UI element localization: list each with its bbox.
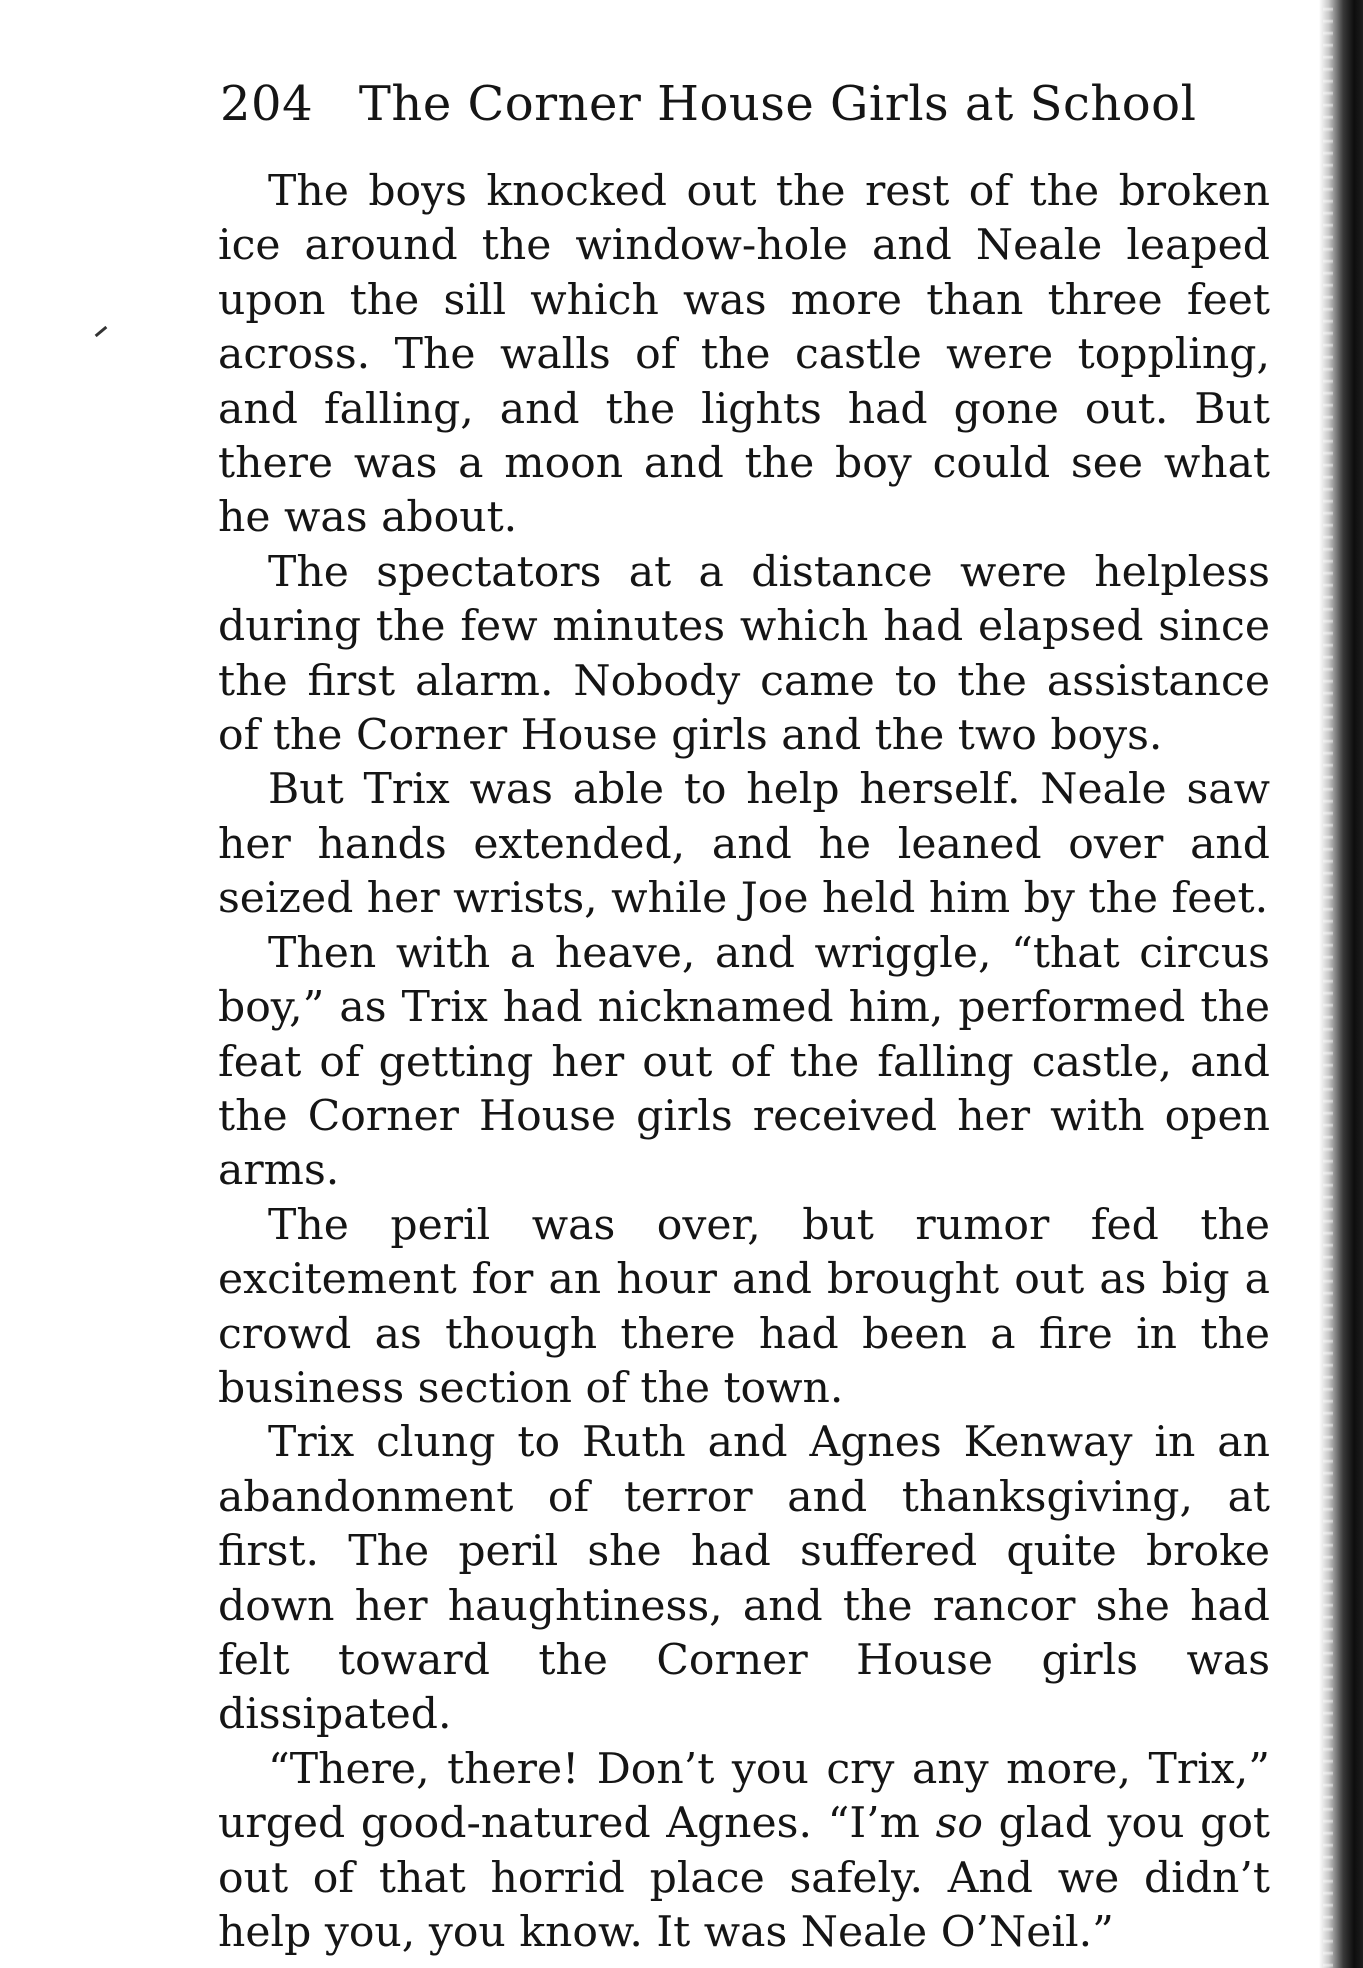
paragraph-7 [218,1743,1270,1961]
paragraph-7-emphasis: so [935,1799,983,1849]
paragraph-3: But Trix was able to help herself. Neale saw her hands extended, and he leaned over and seized her wrists, while Joe held him by the feet. [218,765,1270,924]
running-head [220,72,1280,136]
paragraph-7-text-end: glad you got out of that horrid place safely. And we didn’t help you, you know. It was Neale O’Neil.” [218,1799,1270,1957]
body-text [218,165,1270,1960]
page-number: 204 [220,76,314,132]
paragraph-4: Then with a heave, and wriggle, “that circus boy,” as Trix had nicknamed him, performed the feat of getting her out of the falling castle, and the Corner House girls received her with open arms. [218,928,1270,1196]
paragraph-7-text-start: “There, there! Don’t you cry any more, Trix,” urged good-natured Agnes. “I’m [218,1744,1270,1849]
paragraph-6: Trix clung to Ruth and Agnes Kenway in an abandonment of terror and thanksgiving, at first. The peril she had suffered quite broke down her haughtiness, and the rancor she had felt toward the Corner House girls was dissipated. [218,1418,1270,1740]
paragraph-1: The boys knocked out the rest of the broken ice around the window-hole and Neale leaped upon the sill which was more than three feet across. The walls of the castle were toppling, and falling, and the lights had gone out. But there was a moon and the boy could see what he was about. [218,167,1270,543]
paragraph-2: The spectators at a distance were helpless during the few minutes which had elapsed since the first alarm. Nobody came to the assistance of the Corner House girls and the two boys. [218,547,1270,761]
book-title: The Corner House Girls at School [358,76,1197,132]
margin-pencil-mark [95,326,108,337]
paragraph-5: The peril was over, but rumor fed the excitement for an hour and brought out as big a crowd as though there had been a fire in the business section of the town. [218,1200,1270,1413]
page-edge-texture [1323,0,1333,1968]
